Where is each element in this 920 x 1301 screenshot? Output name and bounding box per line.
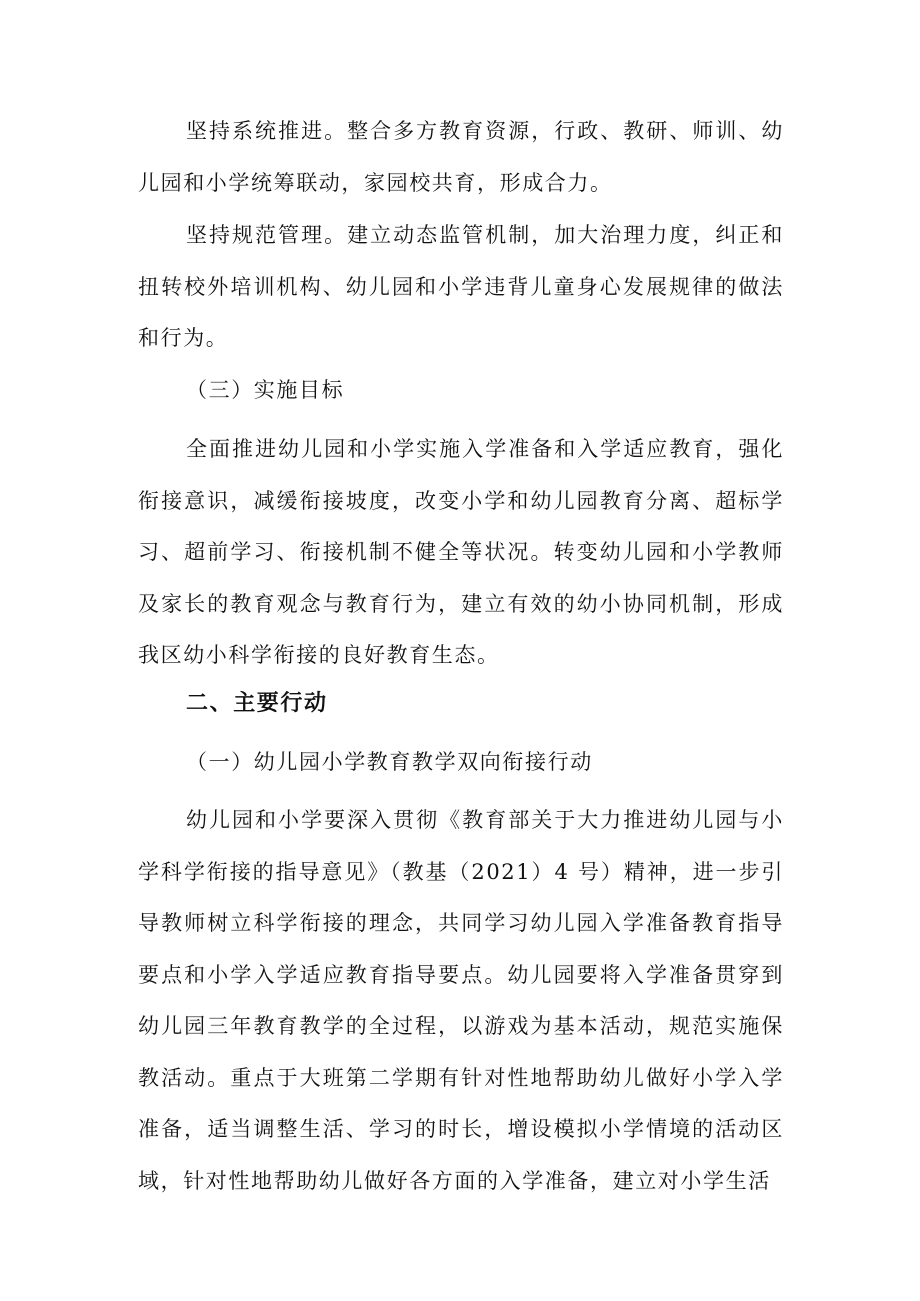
heading-main-actions: 二、主要行动: [186, 691, 328, 716]
paragraph-systematic-advance: 坚持系统推进。整合多方教育资源，行政、教研、师训、幼儿园和小学统筹联动，家园校共育，形成合力。: [138, 119, 784, 195]
paragraph-bidirectional-body: 幼儿园和小学要深入贯彻《教育部关于大力推进幼儿园与小学科学衔接的指导意见》（教基（2021）4 号）精神，进一步引导教师树立科学衔接的理念，共同学习幼儿园入学准备教育指导要点和小学入学适应教育指导要点。幼儿园要将入学准备贯穿到幼儿园三年教育教学的全过程，以游戏为基本活动，规范实施保教活动。重点于大班第二学期有针对性地帮助幼儿做好小学入学准备，适当调整生活、学习的时长，增设模拟小学情境的活动区域，针对性地帮助幼儿做好各方面的入学准备，建立对小学生活: [138, 808, 784, 1193]
subheading-implementation-goals: （三）实施目标: [186, 378, 345, 402]
paragraph-standard-management: 坚持规范管理。建立动态监管机制，加大治理力度，纠正和扭转校外培训机构、幼儿园和小学违背儿童身心发展规律的做法和行为。: [138, 223, 784, 350]
subheading-bidirectional-action: （一）幼儿园小学教育教学双向衔接行动: [186, 750, 593, 774]
paragraph-goals-body: 全面推进幼儿园和小学实施入学准备和入学适应教育，强化衔接意识，减缓衔接坡度，改变小学和幼儿园教育分离、超标学习、超前学习、衔接机制不健全等状况。转变幼儿园和小学教师及家长的教育观念与教育行为，建立有效的幼小协同机制，形成我区幼小科学衔接的良好教育生态。: [138, 437, 784, 667]
